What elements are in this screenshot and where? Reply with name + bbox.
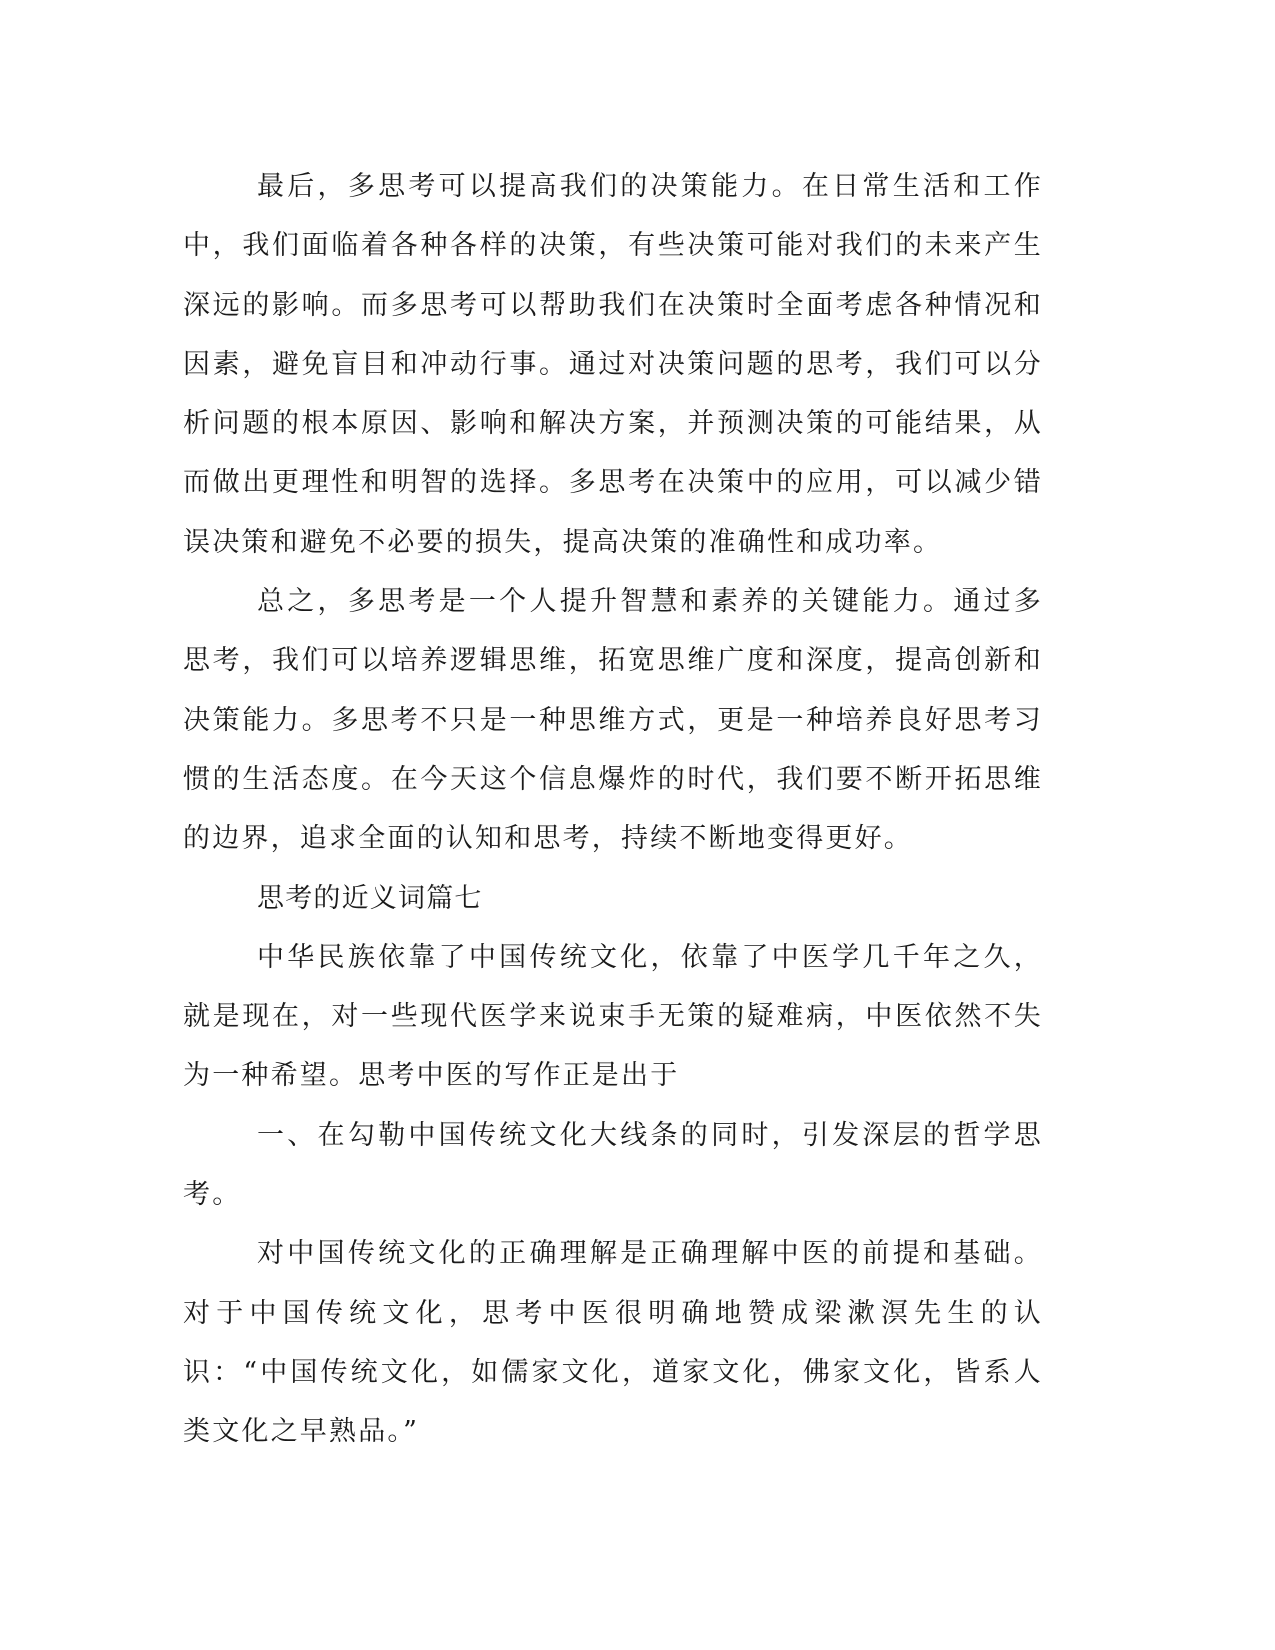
paragraph-point-one: 一、在勾勒中国传统文化大线条的同时，引发深层的哲学思考。 [183,1119,1043,1211]
paragraph-conclusion: 总之，多思考是一个人提升智慧和素养的关键能力。通过多思考，我们可以培养逻辑思维，拓宽思维广度和深度，提高创新和决策能力。多思考不只是一种思维方式，更是一种培养良好思考习惯的生活态度。在今天这个信息爆炸的时代，我们要不断开拓思维的边界，追求全面的认知和思考，持续不断地变得更好。 [183,586,1043,855]
document-body [183,157,1043,1462]
paragraph-traditional-culture: 对中国传统文化的正确理解是正确理解中医的前提和基础。对于中国传统文化，思考中医很明确地赞成梁漱溟先生的认识：“中国传统文化，如儒家文化，道家文化，佛家文化，皆系人类文化之早熟品。” [183,1238,1043,1448]
paragraph-decision-making: 最后，多思考可以提高我们的决策能力。在日常生活和工作中，我们面临着各种各样的决策，有些决策可能对我们的未来产生深远的影响。而多思考可以帮助我们在决策时全面考虑各种情况和因素，避免盲目和冲动行事。通过对决策问题的思考，我们可以分析问题的根本原因、影响和解决方案，并预测决策的可能结果，从而做出更理性和明智的选择。多思考在决策中的应用，可以减少错误决策和避免不必要的损失，提高决策的准确性和成功率。 [183,171,1043,558]
paragraph-chinese-medicine-intro: 中华民族依靠了中国传统文化，依靠了中医学几千年之久，就是现在，对一些现代医学来说束手无策的疑难病，中医依然不失为一种希望。思考中医的写作正是出于 [183,941,1043,1092]
section-heading: 思考的近义词篇七 [257,882,483,914]
